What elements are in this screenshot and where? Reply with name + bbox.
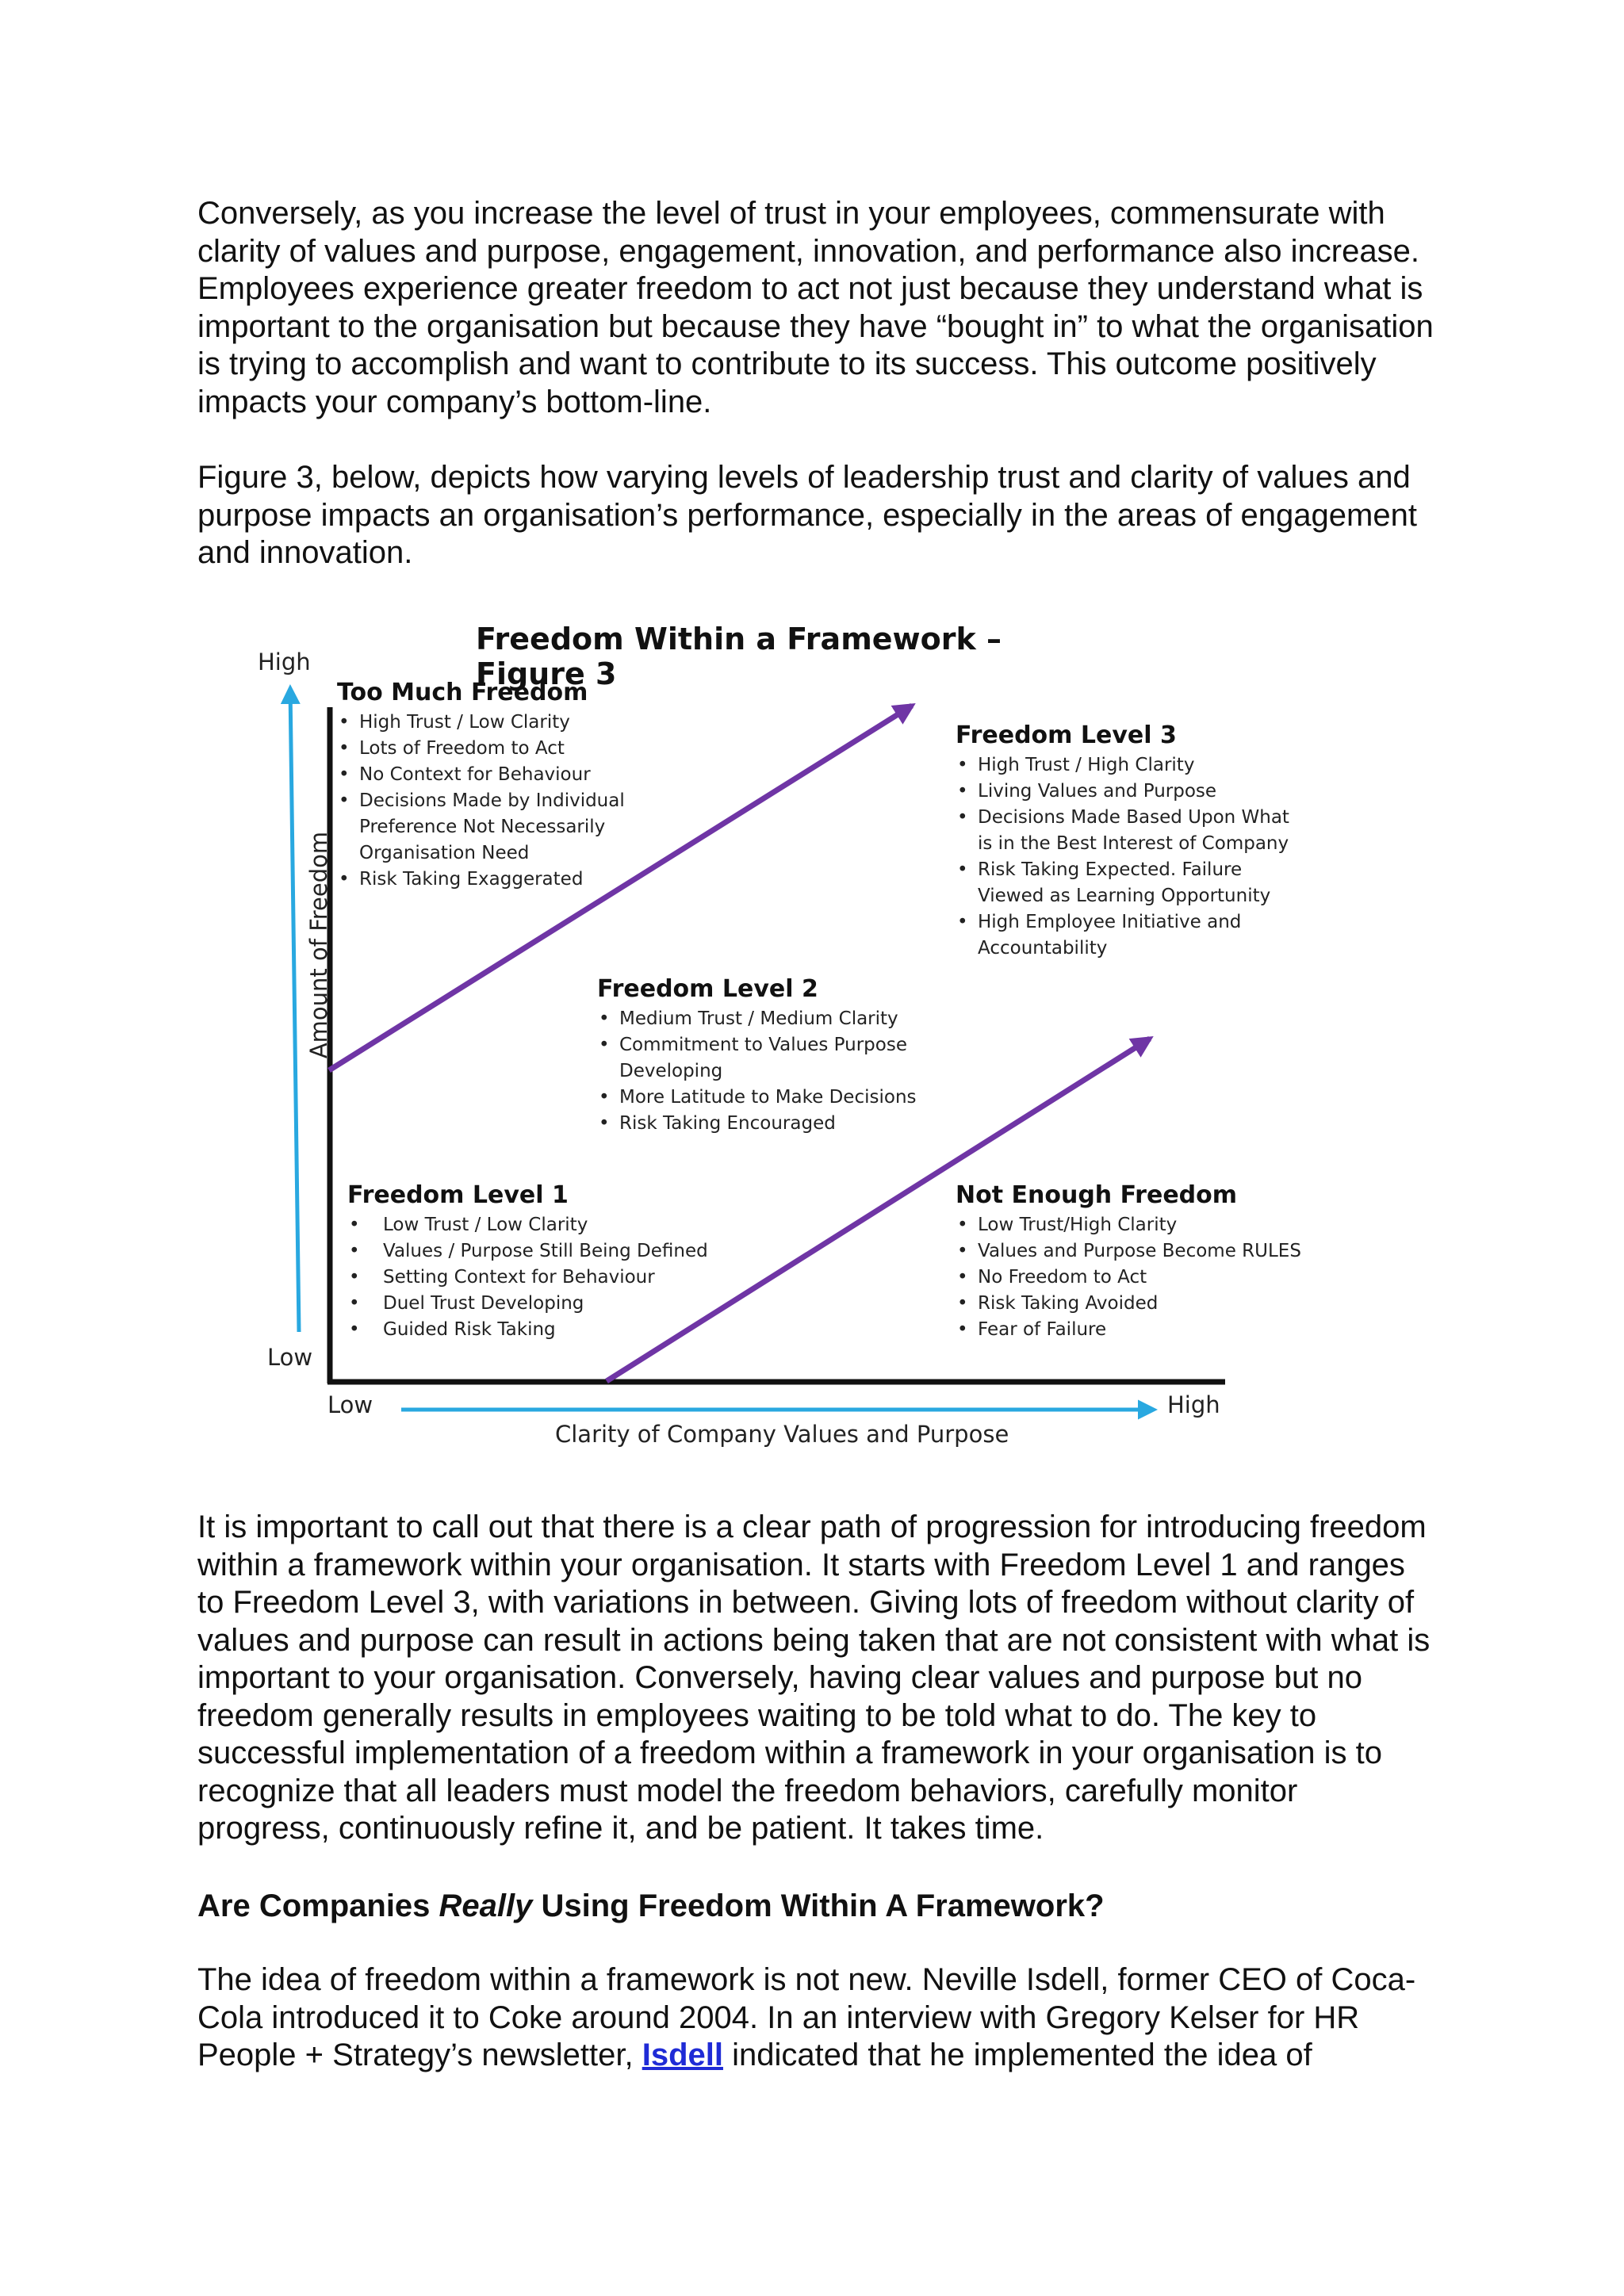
y-axis-high-label: High: [258, 649, 311, 675]
list-item: • Risk Taking Encouraged: [597, 1111, 938, 1137]
heading-part: Are Companies: [197, 1888, 439, 1923]
box-list: [337, 710, 654, 893]
box-title: Not Enough Freedom: [956, 1181, 1238, 1209]
y-axis-arrow: [290, 688, 299, 1332]
paragraph-text: indicated that he implemented the idea of: [722, 2038, 1312, 2072]
list-item: • Values / Purpose Still Being Defined: [347, 1238, 720, 1265]
list-item: • Guided Risk Taking: [347, 1317, 720, 1343]
box-list: [956, 1212, 1304, 1343]
list-item: • High Trust / High Clarity: [956, 752, 1297, 779]
list-item: • More Latitude to Make Decisions: [597, 1085, 938, 1111]
list-item: • Risk Taking Avoided: [956, 1291, 1304, 1317]
section-heading: [197, 1887, 1105, 1925]
figure-title: Freedom Within a Framework – Figure 3: [476, 622, 1002, 691]
box-freedom-level-1: [347, 1181, 720, 1343]
heading-emphasis: Really: [439, 1888, 533, 1923]
list-item: • Medium Trust / Medium Clarity: [597, 1006, 938, 1032]
x-axis-title: Clarity of Company Values and Purpose: [555, 1421, 1009, 1448]
box-list: [597, 1006, 938, 1137]
list-item: • Low Trust/High Clarity: [956, 1212, 1304, 1238]
list-item: • Risk Taking Expected. Failure Viewed as Learning Opportunity: [956, 857, 1297, 909]
box-list: [956, 752, 1297, 962]
list-item: • No Freedom to Act: [956, 1265, 1304, 1291]
list-item: • High Employee Initiative and Accountability: [956, 909, 1297, 962]
heading-part: Using Freedom Within A Framework?: [532, 1888, 1105, 1923]
paragraph-text: The idea of freedom within a framework is not new. Neville Isdell, former CEO of Coca-Cola introduced it to Coke around 2004. In an interview with Gregory Kelser for HR People + Strategy’s newsletter,: [197, 1962, 1416, 2072]
box-not-enough-freedom: [956, 1181, 1304, 1343]
box-freedom-level-2: [597, 975, 938, 1137]
list-item: • Commitment to Values Purpose Developing: [597, 1032, 938, 1085]
list-item: • Lots of Freedom to Act: [337, 736, 654, 762]
list-item: • Decisions Made by Individual Preference Not Necessarily Organisation Need: [337, 788, 654, 867]
paragraph-isdell: [197, 1961, 1434, 2075]
figure-freedom-framework: [206, 618, 1316, 1475]
list-item: • High Trust / Low Clarity: [337, 710, 654, 736]
box-title: Too Much Freedom: [337, 679, 588, 706]
isdell-link[interactable]: Isdell: [642, 2038, 723, 2072]
x-axis-high-label: High: [1167, 1391, 1220, 1418]
paragraph-trust-increase: Conversely, as you increase the level of trust in your employees, commensurate with clarity of values and purpose, engagement, innovation, and performance also increase. Employees experience greater freedom to act not just because they understand what is important to the organisation but because they have “bought in” to what the organisation is trying to accomplish and want to contribute to its success. This outcome positively impacts your company’s bottom-line.: [197, 196, 1434, 419]
box-list: [347, 1212, 720, 1343]
list-item: • Decisions Made Based Upon What is in the Best Interest of Company: [956, 805, 1297, 857]
list-item: • Fear of Failure: [956, 1317, 1304, 1343]
list-item: • Risk Taking Exaggerated: [337, 867, 654, 893]
box-title: Freedom Level 2: [597, 975, 818, 1003]
box-too-much-freedom: [337, 679, 654, 893]
list-item: • Living Values and Purpose: [956, 779, 1297, 805]
list-item: • Values and Purpose Become RULES: [956, 1238, 1304, 1265]
box-freedom-level-3: [956, 721, 1297, 962]
y-axis-title: Amount of Freedom: [305, 831, 332, 1059]
list-item: • Duel Trust Developing: [347, 1291, 720, 1317]
x-axis-low-label: Low: [327, 1391, 373, 1418]
list-item: • No Context for Behaviour: [337, 762, 654, 788]
y-axis-low-label: Low: [267, 1344, 313, 1371]
box-title: Freedom Level 1: [347, 1181, 569, 1209]
paragraph-progression: It is important to call out that there is a clear path of progression for introducing freedom within a framework within your organisation. It starts with Freedom Level 1 and ranges to Freedom Level 3, with variations in between. Giving lots of freedom without clarity of values and purpose can result in actions being taken that are not consistent with what is important to your organisation. Conversely, having clear values and purpose but no freedom generally results in employees waiting to be told what to do. The key to successful implementation of a freedom within a framework in your organisation is to recognize that all leaders must model the freedom behaviors, carefully monitor progress, continuously refine it, and be patient. It takes time.: [197, 1510, 1431, 1846]
list-item: • Low Trust / Low Clarity: [347, 1212, 720, 1238]
paragraph-figure-intro: Figure 3, below, depicts how varying levels of leadership trust and clarity of values and purpose impacts an organisation’s performance, especially in the areas of engagement and innovation.: [197, 460, 1417, 570]
box-title: Freedom Level 3: [956, 721, 1177, 749]
list-item: • Setting Context for Behaviour: [347, 1265, 720, 1291]
